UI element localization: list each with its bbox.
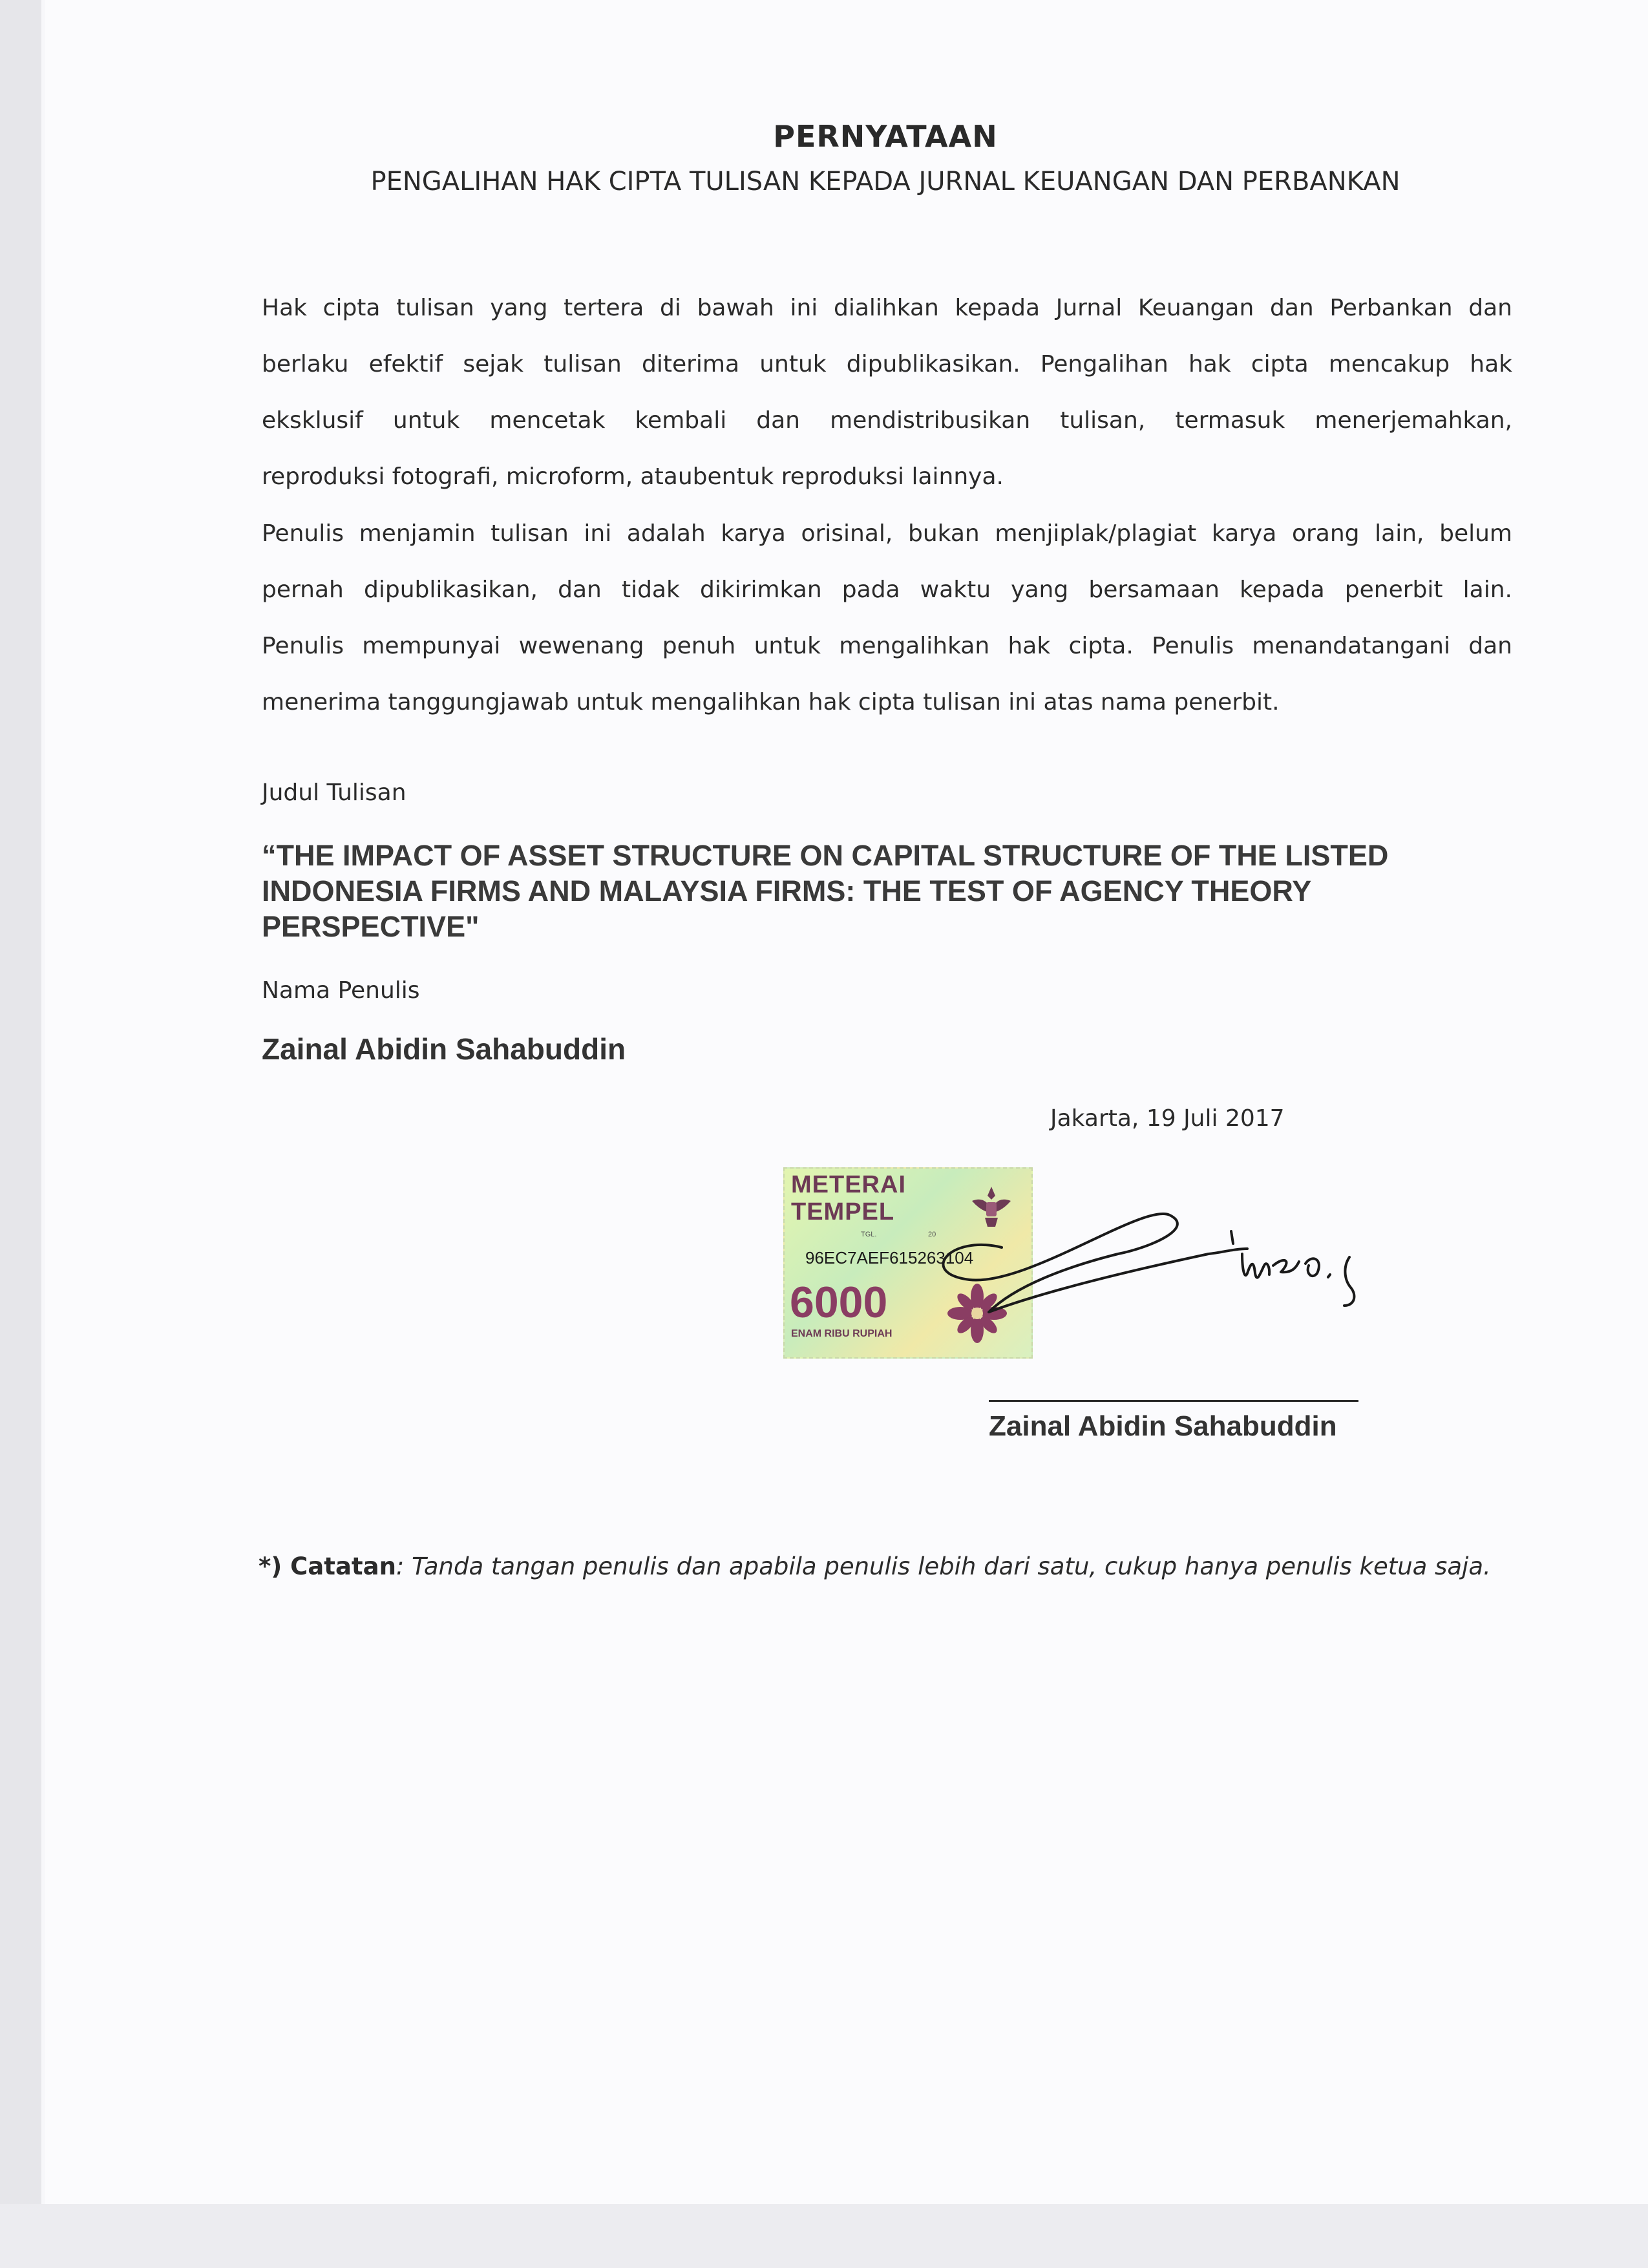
footnote-text: : Tanda tangan penulis dan apabila penulis lebih dari satu, cukup hanya penulis ketua saja. xyxy=(396,1553,1491,1580)
scan-margin-bottom xyxy=(0,2204,1648,2268)
place-date: Jakarta, 19 Juli 2017 xyxy=(1050,1105,1285,1132)
paragraph-line: Hak cipta tulisan yang tertera di bawah ini dialihkan kepada Jurnal Keuangan dan Perbankan dan xyxy=(262,295,1512,321)
handwritten-signature xyxy=(756,1176,1422,1370)
stamp-year-prefix: 20 xyxy=(928,1231,936,1238)
author-name: Zainal Abidin Sahabuddin xyxy=(262,1032,626,1066)
signature-line xyxy=(989,1400,1358,1402)
paragraph-line: eksklusif untuk mencetak kembali dan mendistribusikan tulisan, termasuk menerjemahkan, xyxy=(262,407,1512,434)
footnote xyxy=(259,1553,1491,1580)
signer-name: Zainal Abidin Sahabuddin xyxy=(989,1410,1337,1442)
stamp-word-tempel: TEMPEL xyxy=(791,1198,895,1225)
scan-margin-left xyxy=(0,0,41,2268)
judul-label: Judul Tulisan xyxy=(262,779,407,806)
paragraph-line: menerima tanggungjawab untuk mengalihkan hak cipta tulisan ini atas nama penerbit. xyxy=(262,689,1280,715)
paper-title: “THE IMPACT OF ASSET STRUCTURE ON CAPITAL STRUCTURE OF THE LISTED INDONESIA FIRMS AND MALAYSIA FIRMS: THE TEST OF AGENCY THEORY PERSPECTIVE" xyxy=(262,839,1389,943)
paragraph-line: Penulis menjamin tulisan ini adalah karya orisinal, bukan menjiplak/plagiat karya orang lain, belum xyxy=(262,520,1512,547)
paragraph-originality xyxy=(262,505,1512,730)
nama-label: Nama Penulis xyxy=(262,977,420,1004)
document-title: PERNYATAAN xyxy=(773,119,998,154)
footnote-label: *) Catatan xyxy=(259,1553,396,1580)
stamp-serial: 96EC7AEF615263104 xyxy=(805,1248,974,1267)
paragraph-line: berlaku efektif sejak tulisan diterima untuk dipublikasikan. Pengalihan hak cipta mencakup hak xyxy=(262,351,1512,377)
stamp-word-meterai: METERAI xyxy=(791,1171,906,1198)
paragraph-line: Penulis mempunyai wewenang penuh untuk mengalihkan hak cipta. Penulis menandatangani dan xyxy=(262,633,1512,659)
stamp-tgl-label: TGL. xyxy=(861,1231,877,1238)
document-subtitle: PENGALIHAN HAK CIPTA TULISAN KEPADA JURNAL KEUANGAN DAN PERBANKAN xyxy=(370,167,1400,196)
paragraph-line: pernah dipublikasikan, dan tidak dikirimkan pada waktu yang bersamaan kepada penerbit lain. xyxy=(262,577,1512,603)
stamp-amount: 6000 xyxy=(790,1278,888,1327)
stamp-amount-words: ENAM RIBU RUPIAH xyxy=(791,1328,893,1339)
paragraph-line: reproduksi fotografi, microform, ataubentuk reproduksi lainnya. xyxy=(262,463,1004,490)
paragraph-transfer xyxy=(262,280,1512,505)
